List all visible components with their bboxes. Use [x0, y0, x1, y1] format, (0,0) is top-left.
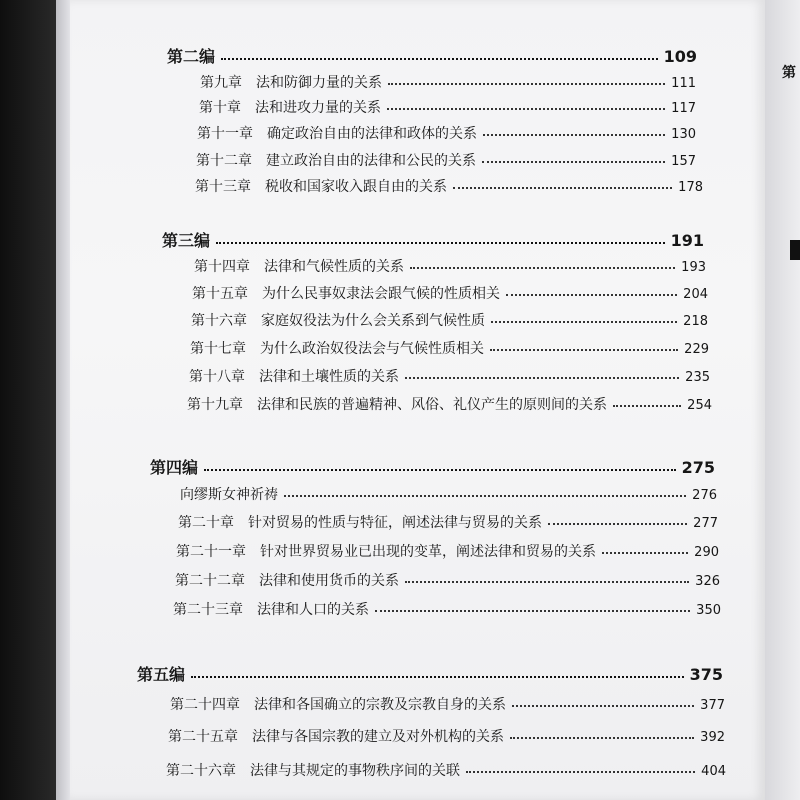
chapter-title: 法律和使用货币的关系 [259, 573, 399, 589]
toc-chapter [200, 72, 696, 92]
part-page: 191 [670, 231, 704, 250]
toc-chapter [199, 97, 696, 117]
dot-leader [405, 577, 689, 583]
dot-leader [512, 701, 694, 707]
dot-leader [548, 519, 687, 525]
chapter-number: 第二十二章 [175, 573, 245, 589]
toc-chapter [197, 123, 696, 143]
chapter-title: 确定政治自由的法律和政体的关系 [267, 126, 477, 142]
facing-page-mark [790, 240, 800, 260]
chapter-title: 法律与各国宗教的建立及对外机构的关系 [252, 729, 504, 745]
chapter-title: 法和进攻力量的关系 [255, 100, 381, 116]
chapter-number: 第九章 [200, 75, 242, 91]
toc-chapter [191, 310, 708, 330]
chapter-page: 235 [685, 370, 710, 385]
toc-chapter [173, 599, 721, 619]
chapter-number: 第十三章 [195, 179, 251, 195]
dot-leader [506, 290, 677, 296]
dot-leader [410, 263, 675, 269]
toc-chapter [178, 512, 718, 532]
dot-leader [388, 79, 665, 85]
dot-leader [466, 767, 695, 773]
dot-leader [204, 465, 676, 471]
dot-leader [216, 238, 665, 244]
chapter-title: 法律与其规定的事物秩序间的关联 [250, 763, 460, 779]
chapter-page: 218 [683, 314, 708, 329]
chapter-title: 针对世界贸易业已出现的变革，阐述法律和贸易的关系 [260, 544, 596, 560]
chapter-number: 第二十五章 [168, 729, 238, 745]
chapter-page: 178 [678, 180, 703, 195]
chapter-number: 第二十三章 [173, 602, 243, 618]
chapter-page: 392 [700, 730, 725, 745]
chapter-number: 第十八章 [189, 369, 245, 385]
toc-part-5 [137, 662, 723, 685]
toc-chapter [170, 694, 725, 714]
dot-leader [453, 183, 672, 189]
facing-page [765, 0, 800, 800]
dot-leader [482, 157, 665, 163]
toc-chapter [180, 484, 717, 504]
chapter-page: 326 [695, 574, 720, 589]
chapter-number: 第十六章 [191, 313, 247, 329]
toc-chapter [195, 176, 703, 196]
dot-leader [490, 345, 678, 351]
chapter-title: 法和防御力量的关系 [256, 75, 382, 91]
toc-part-2 [167, 44, 697, 67]
part-title: 第五编 [137, 665, 186, 684]
chapter-number: 第十五章 [192, 286, 248, 302]
toc-part-3 [162, 228, 704, 251]
chapter-title: 法律和土壤性质的关系 [259, 369, 399, 385]
chapter-page: 350 [696, 603, 721, 618]
part-title: 第三编 [162, 231, 211, 250]
dot-leader [375, 606, 690, 612]
toc-chapter [176, 541, 719, 561]
chapter-page: 277 [693, 516, 718, 531]
chapter-title: 法律和各国确立的宗教及宗教自身的关系 [254, 697, 506, 713]
background-left [0, 0, 58, 800]
chapter-title: 法律和人口的关系 [257, 602, 369, 618]
chapter-page: 229 [684, 342, 709, 357]
dot-leader [221, 54, 658, 60]
part-page: 275 [681, 458, 715, 477]
chapter-page: 377 [700, 698, 725, 713]
chapter-title: 为什么民事奴隶法会跟气候的性质相关 [262, 286, 500, 302]
toc-chapter [194, 256, 706, 276]
chapter-number: 第十章 [199, 100, 241, 116]
dot-leader [284, 491, 686, 497]
chapter-number: 第二十章 [178, 515, 234, 531]
chapter-page: 276 [692, 488, 717, 503]
chapter-page: 290 [694, 545, 719, 560]
chapter-page: 404 [701, 764, 726, 779]
chapter-title: 针对贸易的性质与特征，阐述法律与贸易的关系 [248, 515, 542, 531]
facing-page-heading: 第 [782, 65, 796, 81]
chapter-number: 第十四章 [194, 259, 250, 275]
chapter-page: 130 [671, 127, 696, 142]
toc-chapter [190, 338, 709, 358]
chapter-page: 204 [683, 287, 708, 302]
toc-chapter [168, 726, 725, 746]
chapter-title: 建立政治自由的法律和公民的关系 [266, 153, 476, 169]
toc-chapter [196, 150, 696, 170]
dot-leader [602, 548, 688, 554]
chapter-title: 家庭奴役法为什么会关系到气候性质 [261, 313, 485, 329]
chapter-title: 法律和气候性质的关系 [264, 259, 404, 275]
dot-leader [387, 104, 665, 110]
chapter-title: 向缪斯女神祈祷 [180, 487, 278, 503]
part-title: 第四编 [150, 458, 199, 477]
toc-chapter [187, 394, 712, 414]
chapter-title: 法律和民族的普遍精神、风俗、礼仪产生的原则间的关系 [257, 397, 607, 413]
chapter-number: 第十九章 [187, 397, 243, 413]
chapter-number: 第十七章 [190, 341, 246, 357]
chapter-number: 第二十六章 [166, 763, 236, 779]
toc-chapter [189, 366, 710, 386]
dot-leader [510, 733, 694, 739]
toc-chapter [166, 760, 726, 780]
toc-chapter [175, 570, 720, 590]
dot-leader [483, 130, 665, 136]
chapter-number: 第十二章 [196, 153, 252, 169]
toc-part-4 [150, 455, 715, 478]
dot-leader [491, 317, 677, 323]
chapter-title: 为什么政治奴役法会与气候性质相关 [260, 341, 484, 357]
chapter-page: 193 [681, 260, 706, 275]
part-page: 109 [663, 47, 697, 66]
chapter-page: 157 [671, 154, 696, 169]
part-page: 375 [689, 665, 723, 684]
chapter-number: 第二十一章 [176, 544, 246, 560]
dot-leader [191, 672, 684, 678]
toc-chapter [192, 283, 708, 303]
part-title: 第二编 [167, 47, 216, 66]
dot-leader [405, 373, 679, 379]
chapter-page: 111 [671, 76, 696, 91]
dot-leader [613, 401, 681, 407]
chapter-page: 254 [687, 398, 712, 413]
chapter-page: 117 [671, 101, 696, 116]
chapter-number: 第十一章 [197, 126, 253, 142]
chapter-number: 第二十四章 [170, 697, 240, 713]
chapter-title: 税收和国家收入跟自由的关系 [265, 179, 447, 195]
